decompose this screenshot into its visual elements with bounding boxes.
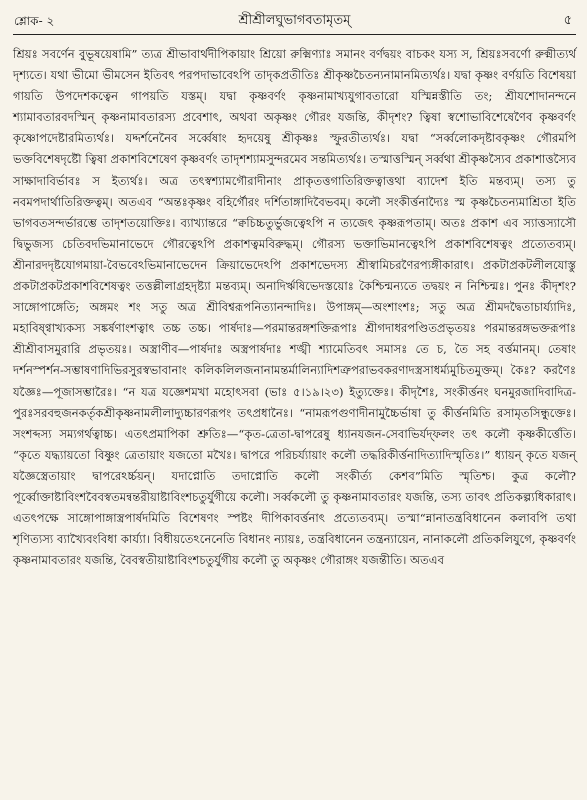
page-header [13,8,576,35]
commentary-paragraph: শ্রিয়ঃ সবর্ণেন বুভূষয়েষামি” ত্যত্র শ্রীভাবার্থদীপিকায়াং শ্রিয়ো রুক্মিণ্যাঃ সমানং বর্ণদ্বয়ং বাচকং যস্য স, শ্রিয়ঃসবর্ণো রুক্মীত্যর্থ দৃশ্যতে। যথা ভীমো ভীমসেন ইতিবৎ পরপদাভাবেঽপি তাদৃকপ্রতীতিঃ শ্রীকৃষ্ণচৈতন্যনামানমিত্যর্থঃ। যদ্বা কৃষ্ণং বর্ণয়তি বিশেষয়া গায়তি উপদেশকত্বেন গাপয়তি যস্তম্। যদ্বা কৃষ্ণবর্ণং কৃষ্ণনামাখ্যযুগাবতারো যস্মিন্নস্তীতি তং; শ্রীযশোদানন্দনে শ্যামাবতারবদস্মিন্ কৃষ্ণনামাবতারস্য প্রবেশাৎ, অথবা অকৃষ্ণং গৌরং যজন্তি, কীদৃশং? ত্বিষা স্বশোভাবিশেষেণৈব কৃষ্ণবর্ণং কৃষ্ণোপদেষ্টারমিত্যর্থঃ। যদ্দর্শনেনৈব সর্ব্বেষাং হৃদয়েষু শ্রীকৃষ্ণঃ স্ফুরতীত্যর্থঃ। যদ্বা “সর্ব্বলোকদৃষ্টাবকৃষ্ণং গৌরমপি ভক্তবিশেষদৃষ্টৌ ত্বিষা প্রকাশবিশেষেণ কৃষ্ণবর্ণং তাদৃশশ্যামসুন্দরমেব সন্তমিত্যর্থঃ। তস্মাত্তস্মিন্ সর্ব্বথা শ্রীকৃষ্ণস্যৈব প্রকাশাত্তস্যৈব সাক্ষাদাবির্ভাবঃ স ইত্যর্থঃ। অত্র তৎস্বশ্যামগৌরাদীনাং প্রাকৃতত্তগাতিরিক্তত্বাত্তথা ব্যাদেশ ইতি মন্তব্যম্। তস্য তু নবমপদার্থাতিরিক্তত্বম্। অতএব “অন্তঃকৃষ্ণং বহির্গৌরং দর্শিতাঙ্গাদিবৈভবম্। কলৌ সংকীর্ত্তনাদ্যৈঃ স্ম কৃষ্ণচৈতন্যমাশ্রিতা ইতি ভাগবতসন্দর্ভারম্ভে তাদৃশতয়োক্তিঃ। ব্যাখ্যান্তরে “ক্বচিচ্চতুর্ভুজত্বেঽপি ন ত্যজেৎ কৃষ্ণরূপতাম্। অতঃ প্রকাশ এব স্যাত্তস্যাসৌ দ্বিভুজস্য চেতিবদভিমানাভেদে গৌরত্বেঽপি প্রকাশত্বমবিরুদ্ধম্। গৌরস্য ভক্তাভিমানত্বেঽপি প্রকাশবিশেষত্বং প্রত্যেতব্যম্। শ্রীনারদদৃষ্টযোগমায়া-বৈভবেঽভিমানাভেদেন ক্রিয়াভেদেঽপি প্রকাশভেদস্য শ্রীস্বামিচরণৈরপ্যঙ্গীকারাৎ। প্রকটাপ্রকটলীলযোস্তু প্রকটাপ্রকটপ্রকাশবিশেষত্বং তত্তল্লীলাগ্রহদৃষ্ট্যা মন্তব্যম্। অনাদির্ঋষিভেদস্তয়োঃ কৈশ্চিন্মন্যতে তদ্বয়ং ন নিশ্চিন্মঃ। পুনঃ কীদৃশং? সাঙ্গোপাঙ্গেতি; অঙ্গমং শং সতু অত্র শ্রীবিশ্বরূপনিত্যানন্দাদিঃ। উপাঙ্গম্—অংশাংশঃ; সতু অত্র শ্রীমদদ্বৈতাচার্য্যাদিঃ, মহাবিষ্ণ্বাখ্যকস্য সঙ্কর্ষণাংশত্বাৎ তচ্চ তচ্চ। পার্ষদাঃ—পরমান্তরঙ্গশক্তিরূপাঃ শ্রীগদাধরপণ্ডিতপ্রভৃতয়ঃ পরমান্তরঙ্গভক্তরূপাঃ শ্রীশ্রীবাসমুরারি প্রভৃতয়ঃ। অস্ত্রাণীব—পার্ষদাঃ অস্ত্রপার্ষদাঃ শঙ্খী শ্যামেতিবৎ সমাসঃ তে চ, তৈ সহ বর্ত্তমানম্। তেষাং দর্শনস্পর্শন-সম্ভাষণাদিভিরসুরস্বভাবানাং কলিকলিলজনানামন্তর্মালিন্যাদিশত্রুপরাভবকরণাদস্ত্রসাধর্ম্যমুচিতমুক্তম্। কৈঃ? করণৈঃ যজ্ঞৈঃ—পূজাসম্ভারৈঃ। “ন যত্র যজ্ঞেশমখা মহোৎসবা (ভাঃ ৫।১৯।২৩) ইত্যুক্তেঃ। কীদৃশৈঃ, সংকীর্ত্তনং ঘনমুরজাদিবাদিত্র-পুরঃসরবহুজনকর্তৃকশ্রীকৃষ্ণনামলীলাদ্যুচ্চারণরূপং তৎপ্রধানৈঃ। “নামরূপগুণাদীনামুচ্চৈর্ভাষা তু কীর্ত্তনমিতি রসামৃতসিন্ধুক্তেঃ। সংশব্দস্য সম্যগর্থত্বাচ্চ। এতৎপ্রমাপিকা শ্রুতিঃ—“কৃত-ত্রেতা-দ্বাপরেষু ধ্যানযজন-সেবাভির্যদ্ফলং তৎ কলৌ কৃষ্ণকীর্ত্তেতি। “কৃতে যদ্ধ্যায়তো বিষ্ণুং ত্রেতায়াং যজতো মখৈঃ। দ্বাপরে পরিচর্য্যায়াং কলৌ তদ্ধরিকীর্ত্তনাদিত্যাদিস্মৃতিঃ।” ধ্যায়ন্ কৃতে যজন্ যজ্ঞৈস্ত্রেতায়াং দ্বাপরেঽর্চ্চয়ন্। যদাপ্নোতি তদাপ্নোতি কলৌ সংকীর্ত্য কেশব”মিতি স্মৃতিশ্চ। কুত্র কলৌ? পূর্ব্বোক্তাষ্টাবিংশবৈবস্বতমন্বন্তরীয়াষ্টাবিংশচতুর্যুগীয়ে কলৌ। সর্ব্বকলৌ তু কৃষ্ণনামাবতারং যজন্তি, তস্য তাবৎ প্রতিকল্প্যধিকারাৎ। এতৎপক্ষে সাঙ্গোপাঙ্গাস্ত্রপার্ষদমিতি বিশেষণং স্পষ্টং দীপিকাবর্ত্তনাৎ প্রত্যেতব্যম্। তস্মা“ন্নানাতন্ত্রবিধানেন কলাবপি তথা শৃণিত্যস্য ব্যাখ্যৈবংবিধা কার্য্যা। বিধীয়তেঽনেনেতি বিধানং ন্যায়ঃ, তন্ত্রবিধানেন তন্ত্রন্যায়েন, নানাকলৌ প্রতিকলিযুগে, কৃষ্ণবর্ণং কৃষ্ণনামাবতারং যজন্তি, বৈবস্বতীয়াষ্টাবিংশচতুর্যুগীয় কলৌ তু অকৃষ্ণং গৌরাঙ্গং যজন্তীতি। অতএব [13,47,576,568]
verse-label: শ্লোক- ২ [14,14,55,28]
book-title: শ্রীশ্রীলঘুভাগবতামৃতম্ [238,13,351,28]
body-text [13,44,576,571]
page-number: ৫ [563,13,572,28]
